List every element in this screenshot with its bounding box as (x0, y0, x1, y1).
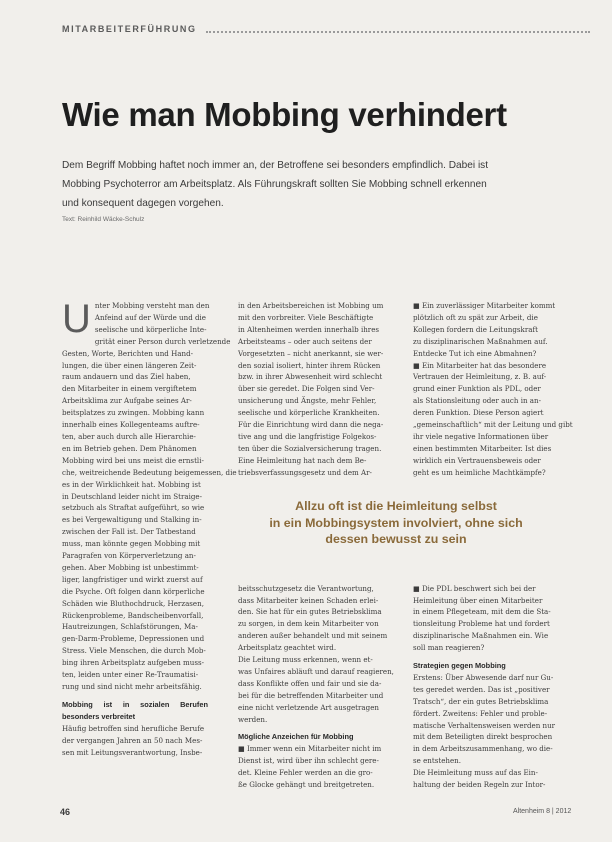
body-line: seelische und körperliche Inte- (94, 324, 207, 334)
lead-line: Dem Begriff Mobbing haftet noch immer an, der Betroffene sei besonders empfindlich. Dabei ist (62, 160, 489, 171)
body-line: ■ Die PDL beschwert sich bei der (413, 583, 536, 593)
bullet-list (413, 300, 573, 479)
section-divider (206, 31, 590, 33)
body-line: det. Kleine Fehler werden an die gro- (238, 768, 373, 778)
body-line: in Deutschland leider nicht im Straige- (62, 491, 203, 501)
body-line: bei für die betreffenden Mitarbeiter und (238, 690, 384, 700)
body-text (238, 583, 394, 726)
body-line: über sie geredet. Die Folgen sind Ver- (238, 384, 375, 394)
body-line: in dem Arbeitszusammenhang, wo die- (413, 744, 553, 754)
body-line: Arbeitsklima zur Aufgabe seines Ar- (62, 396, 192, 406)
body-line: grund einer Funktion als PDL, oder (413, 384, 541, 394)
body-line: in Altenheimen werden innerhalb ihres (238, 324, 380, 334)
body-line: nter Mobbing versteht man den (94, 301, 210, 310)
body-line: Hautreizungen, Schlafstörungen, Ma- (62, 622, 198, 632)
lead-line: Mobbing Psychoterror am Arbeitsplatz. Als Führungskraft sollten Sie Mobbing schnell erkennen (62, 179, 487, 190)
body-line: ten, leiden unter einer Re-Traumatisi- (62, 670, 199, 680)
body-line: zu disziplinarischen Maßnahmen auf. (413, 336, 548, 346)
body-line: zwischen der Fall ist. Der Tatbestand (62, 527, 196, 537)
article-lead (62, 156, 562, 213)
body-line: Kollegen fordern die Leitungskraft (413, 324, 538, 334)
body-line: den. Sie hat für ein gutes Betriebsklima (238, 607, 382, 617)
body-line: dass Mitarbeiter keinen Schaden erlei- (238, 595, 379, 605)
section-label: MITARBEITERFÜHRUNG (62, 24, 197, 34)
body-line: Paragrafen von Körperverletzung an- (62, 551, 196, 561)
body-line: rung und sind nicht mehr arbeitsfähig. (62, 682, 202, 691)
body-line: Für die Einrichtung wird dann die nega- (238, 420, 384, 430)
page-number: 46 (60, 807, 71, 817)
body-line: liger, langfristiger und wirkt zuerst auf (62, 574, 203, 584)
body-line: disziplinarische Maßnahmen ein. Wie (413, 631, 549, 641)
body-line: tes geredet werden. Das ist „positiver (413, 684, 550, 694)
body-line: ■ Ein zuverlässiger Mitarbeiter kommt (413, 301, 556, 310)
body-line: Heimleitung über einen Mitarbeiter (413, 595, 543, 605)
body-line: Erstens: Über Abwesende darf nur Gu- (413, 672, 554, 682)
body-line: als Stationsleitung oder auch in an- (413, 396, 541, 406)
body-line: muss, man könnte gegen Mobbing mit (62, 539, 201, 549)
body-line: gen-Darm-Probleme, Depressionen und (62, 634, 205, 644)
body-line: innerhalb eines Kollegenteams auftre- (62, 420, 200, 430)
body-line: wirklich ein Vertrauensbeweis oder (413, 455, 541, 465)
body-line: Stress. Viele Menschen, die durch Mob- (62, 646, 206, 656)
body-line: seelische und körperliche Krankheiten. (238, 408, 380, 418)
body-line: grität einer Person durch verletzende (94, 336, 231, 346)
bullet-list (238, 743, 384, 791)
body-line: in einem Pflegeteam, mit dem die Sta- (413, 607, 551, 617)
body-line: Die Leitung muss erkennen, wenn et- (238, 655, 373, 665)
body-line: ße Glocke gehängt und breitgetreten. (238, 780, 375, 790)
subheading: Mögliche Anzeichen für Mobbing (238, 732, 354, 742)
body-text (413, 672, 559, 791)
body-line: Dienst ist, wird über ihn schlecht gere- (238, 756, 379, 766)
body-line: in den Arbeitsbereichen ist Mobbing um (238, 301, 384, 310)
body-line: Eine Heimleitung hat nach dem Be- (238, 455, 367, 465)
body-text (62, 336, 237, 693)
body-line: plötzlich oft zu spät zur Arbeit, die (413, 312, 538, 322)
body-line: beitsplatzes zu zwingen. Mobbing kann (62, 408, 205, 418)
body-line: se entstehen. (413, 756, 461, 766)
publication-info: Altenheim 8 | 2012 (513, 808, 572, 815)
body-line: ■ Immer wenn ein Mitarbeiter nicht im (238, 744, 382, 754)
body-line: geht es um heimliche Machtkämpfe? (413, 467, 546, 477)
body-line: bing ihren Arbeitsplatz aufgeben muss- (62, 658, 205, 668)
body-line: tive ang und die langfristige Folgekos- (238, 431, 377, 441)
article-title: Wie man Mobbing verhindert (62, 96, 507, 133)
body-line: Anfeind auf der Würde und die (94, 312, 207, 322)
pull-quote-line: dessen bewusst zu sein (325, 532, 467, 546)
body-line: was Unfaires abläuft und darauf reagieren, (238, 666, 394, 676)
body-line: Entdecke Tut ich eine Abmahnen? (413, 348, 537, 358)
body-line: Die Heimleitung muss auf das Ein- (413, 768, 538, 778)
body-line: der vergangen Jahren an 50 nach Mes- (62, 735, 203, 745)
body-line: sen mit Leitungsverantwortung, Insbe- (62, 747, 203, 757)
body-line: Vertrauen der Heimleitung, z. B. auf- (413, 372, 547, 382)
body-line: Tratsch“, der ein gutes Betriebsklima (413, 696, 549, 706)
body-line: soll man reagieren? (413, 643, 485, 653)
body-line: ten, aber auch durch alle Hierarchie- (62, 431, 196, 441)
body-line: deren Funktion. Diese Person agiert (413, 408, 544, 418)
pull-quote (240, 498, 552, 548)
body-line: Arbeitsteams – oder auch seitens der (238, 336, 372, 346)
lead-line: und konsequent dagegen vorgehen. (62, 198, 224, 209)
pull-quote-line: in ein Mobbingsystem involviert, ohne sich (269, 515, 523, 530)
body-line: einen bestimmten Mitarbeiter. Ist dies (413, 443, 552, 453)
body-line: che, weitreichende Bedeutung beigemessen, die (62, 467, 237, 477)
body-line: ■ Ein Mitarbeiter hat das besondere (413, 360, 547, 370)
author-credit: Text: Reinhild Wäcke-Schulz (62, 216, 145, 223)
body-line: Arbeitsplatz geachtet wird. (238, 643, 337, 653)
subheading: Mobbing ist in sozialen Berufen besonders verbreitet (62, 699, 208, 721)
body-line: Schäden wie Bluthochdruck, Herzasen, (62, 598, 204, 608)
drop-cap: U (62, 297, 91, 341)
body-line: setzbuch als Straftat aufgeführt, so wie (62, 503, 205, 513)
subheading: Strategien gegen Mobbing (413, 661, 506, 671)
body-line: lungen, die über einen längeren Zeit- (62, 360, 197, 370)
body-line: zu sorgen, in dem kein Mitarbeiter von (238, 619, 379, 629)
body-line: es in der Wirklichkeit hat. Mobbing ist (62, 479, 201, 489)
body-line: unsicherung und Ängste, mehr Fehler, (238, 396, 377, 406)
body-line: „gemeinschaftlich“ mit der Leitung und gibt (413, 420, 573, 430)
body-line: eine nicht verletzende Art ausgetragen (238, 702, 379, 712)
body-line: es bei Vergewaltigung und Stalking in- (62, 515, 202, 525)
body-line: gehen. Aber Mobbing ist unbestimmt- (62, 562, 199, 572)
body-line: bzw. in ihrer Abwesenheit wird schlecht (238, 372, 383, 382)
body-line: ihr viele negative Informationen über (413, 431, 549, 441)
body-line: anderen außer behandelt und mit seinem (238, 631, 388, 641)
body-line: dass Konflikte offen und fair und sie da- (238, 678, 382, 688)
body-line: den sozial isoliert, hinter ihrem Rücken (238, 360, 381, 370)
body-line: ten über die Sozialversicherung tragen. (238, 443, 382, 453)
body-line: Gesten, Worte, Berichten und Hand- (62, 348, 194, 358)
body-line: Rückenprobleme, Bandscheibenvorfall, (62, 610, 204, 620)
body-line: werden. (238, 714, 268, 724)
body-line: tionsleitung Probleme hat und fordert (413, 619, 550, 629)
body-line: mit den vorbreiter. Viele Beschäftigte (238, 312, 374, 322)
pull-quote-line: Allzu oft ist die Heimleitung selbst (295, 499, 497, 513)
body-line: en im Betrieb gehen. Dem Phänomen (62, 443, 197, 453)
body-line: fördert. Zweitens: Fehler und proble- (413, 708, 548, 718)
text-column-1 (62, 297, 237, 758)
body-line: matische Verhaltensweisen werden nur (413, 720, 556, 730)
body-line: Häufig betroffen sind herufliche Berufe (62, 723, 205, 733)
body-line: die Psyche. Oft folgen dann körperliche (62, 586, 205, 596)
body-text (62, 723, 208, 759)
body-line: den Mitarbeiter in einem vergiftetem (62, 384, 197, 394)
body-line: Mobbing wird bei uns meist die ernstli- (62, 455, 204, 465)
body-text (238, 300, 384, 479)
body-line: Vorgesetzten – nicht anerkannt, sie wer- (238, 348, 384, 358)
bullet-list (413, 583, 559, 654)
body-line: beitsschutzgesetz die Verantwortung, (238, 583, 374, 593)
body-line: haltung der beiden Regeln zur Intor- (413, 780, 546, 790)
body-line: mit dem Beteiligten direkt besprochen (413, 732, 553, 742)
body-line: raum andauern und das Ziel haben, (62, 372, 191, 382)
body-line: triebsverfassungsgesetz und dem Ar- (238, 467, 372, 477)
